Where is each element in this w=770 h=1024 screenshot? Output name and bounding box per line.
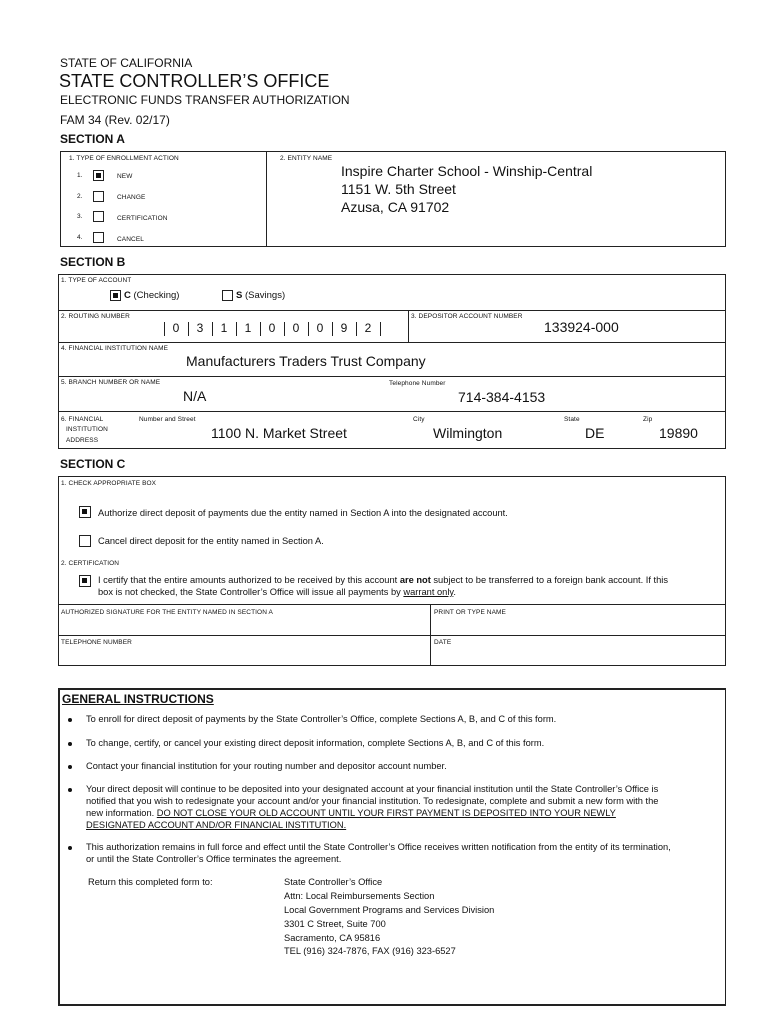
address-label-1: 6. FINANCIAL — [61, 416, 104, 423]
return-address-line: Attn: Local Reimbursements Section — [284, 891, 435, 901]
certification-text-line-2 — [98, 587, 456, 597]
routing-digit: 1 — [244, 321, 252, 335]
account-type-label: 1. TYPE OF ACCOUNT — [61, 277, 132, 284]
routing-digit: 9 — [340, 321, 348, 335]
checking-code: C — [124, 290, 131, 301]
entity-name-label: 2. ENTITY NAME — [280, 155, 333, 162]
entity-name-line-3: Azusa, CA 91702 — [341, 199, 450, 215]
savings-text: (Savings) — [242, 290, 286, 301]
depositor-value[interactable]: 133924-000 — [544, 319, 619, 335]
street-value[interactable]: 1100 N. Market Street — [211, 425, 347, 441]
instruction-4-text: new information. — [86, 808, 157, 818]
checking-text: (Checking) — [130, 290, 180, 301]
certification-checkbox[interactable] — [79, 575, 91, 587]
bullet — [68, 742, 72, 746]
city-value[interactable]: Wilmington — [433, 425, 503, 441]
section-a-heading: SECTION A — [60, 132, 125, 146]
section-b-heading: SECTION B — [60, 255, 126, 269]
entity-name-line-1: Inspire Charter School - Winship-Central — [341, 163, 593, 179]
enroll-cancel-label: CANCEL — [117, 236, 144, 243]
return-address-line: State Controller’s Office — [284, 877, 383, 887]
instruction-1: To enroll for direct deposit of payments by the State Controller’s Office, complete Sections A, B, and C of this form. — [86, 714, 557, 724]
enroll-num-4: 4. — [77, 234, 83, 241]
branch-label: 5. BRANCH NUMBER OR NAME — [61, 379, 161, 386]
signature-field[interactable] — [62, 617, 426, 633]
enroll-certification-label: CERTIFICATION — [117, 215, 168, 222]
enroll-certification-checkbox[interactable] — [93, 211, 104, 222]
state-label: STATE OF CALIFORNIA — [60, 56, 193, 70]
b-row-line-3 — [58, 376, 726, 377]
cert-text-c: box is not checked, the State Controller’s Office will issue all payments by — [98, 587, 404, 597]
routing-digit: 2 — [364, 321, 372, 335]
section-a-divider — [266, 151, 267, 247]
bullet — [68, 846, 72, 850]
checking-checkbox[interactable] — [110, 290, 121, 301]
form-number: FAM 34 (Rev. 02/17) — [60, 113, 170, 127]
routing-digit: 0 — [316, 321, 324, 335]
c-col-divider — [430, 604, 431, 666]
c-row-line-2 — [58, 635, 726, 636]
savings-label — [236, 290, 285, 301]
entity-name-line-2: 1151 W. 5th Street — [341, 181, 456, 197]
cert-text-b: subject to be transferred to a foreign bank account. If this — [430, 575, 669, 585]
enroll-num-1: 1. — [77, 172, 83, 179]
return-address-line: 3301 C Street, Suite 700 — [284, 919, 386, 929]
street-label: Number and Street — [139, 416, 196, 423]
authorize-text: Authorize direct deposit of payments due the entity named in Section A into the designated account. — [98, 508, 508, 518]
routing-digit: 1 — [220, 321, 228, 335]
certification-text-line-1 — [98, 575, 668, 585]
bullet — [68, 718, 72, 722]
section-c-heading: SECTION C — [60, 457, 126, 471]
cert-text-bold: are not — [399, 575, 431, 585]
return-label: Return this completed form to: — [88, 877, 213, 887]
office-title: STATE CONTROLLER’S OFFICE — [59, 71, 330, 91]
checking-label — [124, 290, 179, 301]
c-row-line-1 — [58, 604, 726, 605]
instruction-5-line-2: or until the State Controller’s Office terminates the agreement. — [86, 854, 342, 864]
authorize-checkbox[interactable] — [79, 506, 91, 518]
enroll-change-label: CHANGE — [117, 194, 146, 201]
zip-value[interactable]: 19890 — [659, 425, 698, 441]
instruction-3: Contact your financial institution for your routing number and depositor account number. — [86, 761, 447, 771]
phone-label: TELEPHONE NUMBER — [61, 639, 132, 646]
routing-divider — [408, 310, 409, 342]
routing-digit: 0 — [268, 321, 276, 335]
instruction-4-line-4: DESIGNATED ACCOUNT AND/OR FINANCIAL INSTITUTION. — [86, 820, 347, 830]
enroll-new-checkbox[interactable] — [93, 170, 104, 181]
enroll-cancel-checkbox[interactable] — [93, 232, 104, 243]
return-address-line: TEL (916) 324-7876, FAX (916) 323-6527 — [284, 946, 456, 956]
routing-digit: 3 — [196, 321, 204, 335]
telephone-label: Telephone Number — [389, 380, 446, 387]
b-row-line-1 — [58, 310, 726, 311]
instruction-4-line-1: Your direct deposit will continue to be deposited into your designated account at your financial institution until the State Controller’s Office is — [86, 784, 659, 794]
instructions-heading: GENERAL INSTRUCTIONS — [62, 692, 214, 706]
zip-label: Zip — [643, 416, 653, 423]
state-label-b: State — [564, 416, 580, 423]
institution-value[interactable]: Manufacturers Traders Trust Company — [186, 353, 426, 369]
cert-text-underline: warrant only — [403, 587, 454, 597]
depositor-label: 3. DEPOSITOR ACCOUNT NUMBER — [411, 313, 523, 320]
routing-digit: 0 — [172, 321, 180, 335]
phone-field[interactable] — [62, 647, 426, 663]
certification-label: 2. CERTIFICATION — [61, 560, 120, 567]
routing-label: 2. ROUTING NUMBER — [61, 313, 130, 320]
signature-label: AUTHORIZED SIGNATURE FOR THE ENTITY NAMED IN SECTION A — [61, 609, 273, 616]
enrollment-label: 1. TYPE OF ENROLLMENT ACTION — [69, 155, 179, 162]
date-label: DATE — [434, 639, 452, 646]
cert-text-a: I certify that the entire amounts authorized to be received by this account — [98, 575, 400, 585]
instruction-4-warning: DO NOT CLOSE YOUR OLD ACCOUNT UNTIL YOUR FIRST PAYMENT IS DEPOSITED INTO YOUR NEWLY — [156, 808, 616, 818]
telephone-value[interactable]: 714-384-4153 — [458, 389, 546, 405]
instruction-5-line-1: This authorization remains in full force and effect until the State Controller’s Office receives written notification from the entity of its termination, — [86, 842, 671, 852]
print-name-field[interactable] — [434, 617, 722, 633]
enroll-num-3: 3. — [77, 213, 83, 220]
institution-label: 4. FINANCIAL INSTITUTION NAME — [61, 345, 169, 352]
form-title: ELECTRONIC FUNDS TRANSFER AUTHORIZATION — [60, 93, 350, 107]
date-field[interactable] — [434, 647, 722, 663]
branch-value[interactable]: N/A — [183, 388, 207, 404]
routing-number-field[interactable] — [164, 318, 380, 338]
instruction-2: To change, certify, or cancel your existing direct deposit information, complete Sections A, B, and C of this form. — [86, 738, 545, 748]
enroll-num-2: 2. — [77, 193, 83, 200]
savings-code: S — [236, 290, 243, 301]
cert-text-d: . — [453, 587, 456, 597]
state-value[interactable]: DE — [585, 425, 605, 441]
savings-checkbox[interactable] — [222, 290, 233, 301]
address-label-2: INSTITUTION — [66, 426, 108, 433]
return-address-line: Sacramento, CA 95816 — [284, 933, 381, 943]
enroll-new-label: NEW — [117, 173, 133, 180]
routing-sep — [380, 322, 381, 336]
b-row-line-4 — [58, 411, 726, 412]
cancel-deposit-text: Cancel direct deposit for the entity named in Section A. — [98, 536, 324, 546]
city-label: City — [413, 416, 425, 423]
return-address-line: Local Government Programs and Services Division — [284, 905, 495, 915]
enroll-change-checkbox[interactable] — [93, 191, 104, 202]
section-c-box — [58, 476, 726, 666]
bullet — [68, 788, 72, 792]
cancel-deposit-checkbox[interactable] — [79, 535, 91, 547]
check-box-label: 1. CHECK APPROPRIATE BOX — [61, 480, 157, 487]
instruction-4-line-3 — [86, 808, 616, 818]
instruction-4-line-2: notified that you wish to redesignate your account and/or your financial institution. To redesignate, complete and submit a new form with the — [86, 796, 659, 806]
b-row-line-2 — [58, 342, 726, 343]
routing-digit: 0 — [292, 321, 300, 335]
print-name-label: PRINT OR TYPE NAME — [434, 609, 506, 616]
address-label-3: ADDRESS — [66, 437, 99, 444]
bullet — [68, 765, 72, 769]
